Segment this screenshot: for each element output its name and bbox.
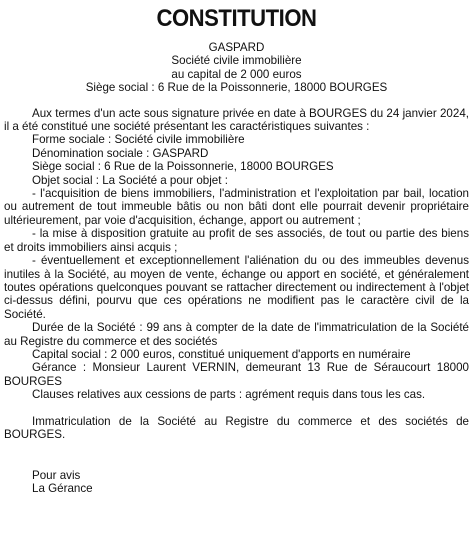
company-header bbox=[4, 41, 469, 95]
spacer bbox=[4, 442, 469, 469]
forme-sociale: Forme sociale : Société civile immobilière bbox=[32, 133, 245, 147]
company-capital: au capital de 2 000 euros bbox=[171, 67, 302, 81]
company-address: Siège social : 6 Rue de la Poissonnerie, 18000 BOURGES bbox=[85, 81, 388, 95]
objet-item-1: - l'acquisition de biens immobiliers, l'administration et l'exploitation par bail, location ou autrement de tout immeuble bâtis ou non bâti dont elle pourrait devenir propriétaire ultérieurement, par voie d'acquisition, échange, apport ou autrement ; bbox=[4, 187, 469, 227]
legal-notice bbox=[0, 5, 473, 533]
objet-social: Objet social : La Société a pour objet : bbox=[32, 173, 228, 187]
siege-social: Siège social : 6 Rue de la Poissonnerie, 18000 BOURGES bbox=[32, 160, 334, 174]
pour-avis: Pour avis bbox=[32, 468, 81, 482]
duree: Durée de la Société : 99 ans à compter de la date de l'immatriculation de la Société au Registre du commerce et des sociétés bbox=[4, 321, 469, 348]
objet-item-3: - éventuellement et exceptionnellement l'aliénation du ou des immeubles devenus inutiles à la Société, au moyen de vente, échange ou apport en société, et généralement toutes opérations quelconques pouvant se rattacher directement ou indirectement à l'objet ci-dessus défini, pourvu que ces opérations ne modifient pas le caractère civil de la Société. bbox=[4, 254, 469, 321]
objet-item-2: - la mise à disposition gratuite au profit de ses associés, de tout ou partie des biens et droits immobiliers ainsi acquis ; bbox=[4, 227, 469, 254]
signature: La Gérance bbox=[32, 481, 93, 495]
intro-paragraph: Aux termes d'un acte sous signature privée en date à BOURGES du 24 janvier 2024, il a été constitué une société présentant les caractéristiques suivantes : bbox=[4, 106, 469, 134]
spacer bbox=[4, 402, 469, 415]
capital-social: Capital social : 2 000 euros, constitué uniquement d'apports en numéraire bbox=[32, 347, 411, 361]
notice-title: CONSTITUTION bbox=[156, 5, 317, 32]
gerance: Gérance : Monsieur Laurent VERNIN, demeurant 13 Rue de Séraucourt 18000 BOURGES bbox=[4, 361, 469, 388]
company-name: GASPARD bbox=[208, 41, 265, 54]
denomination-sociale: Dénomination sociale : GASPARD bbox=[32, 146, 209, 160]
notice-body bbox=[4, 107, 469, 496]
clauses-cession: Clauses relatives aux cessions de parts : agrément requis dans tous les cas. bbox=[32, 388, 426, 402]
immatriculation: Immatriculation de la Société au Registre du commerce et des sociétés de BOURGES. bbox=[4, 414, 469, 442]
company-form: Société civile immobilière bbox=[171, 54, 302, 68]
